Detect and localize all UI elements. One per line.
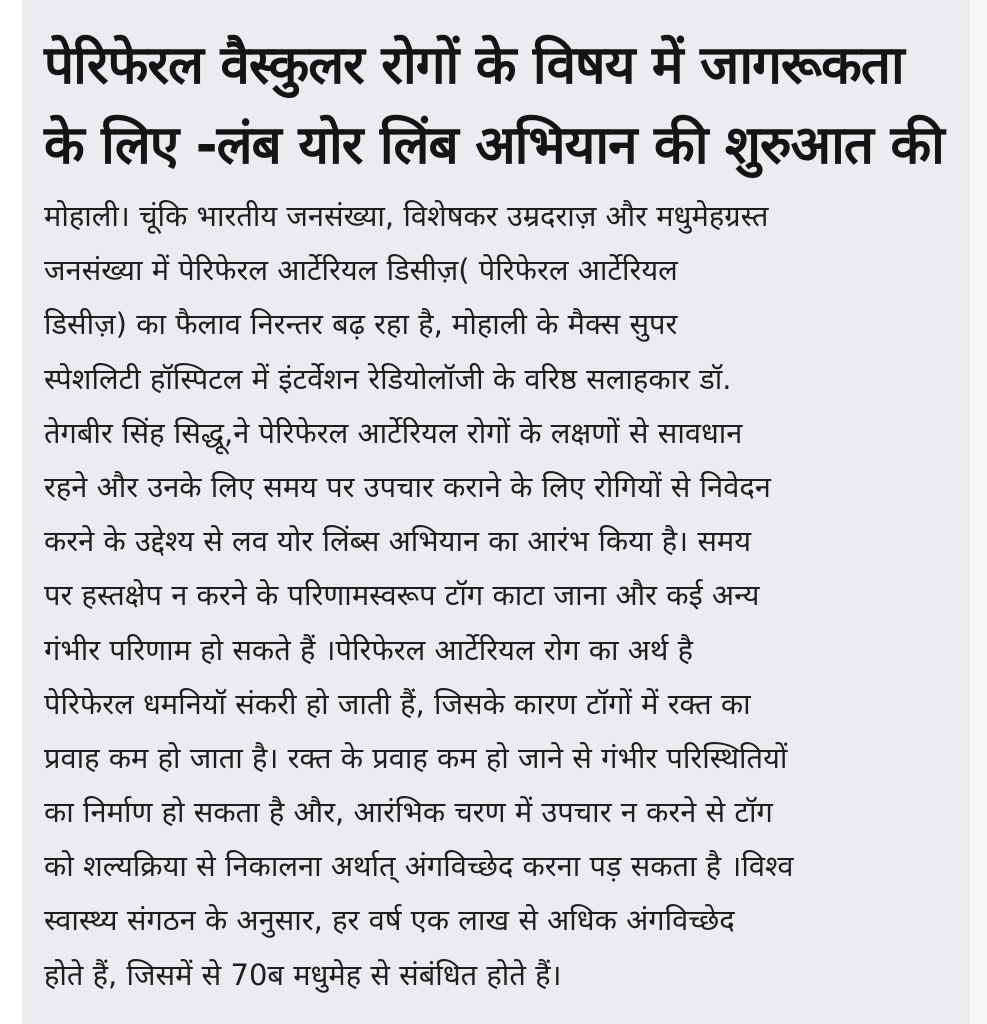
body-line: प्रवाह कम हो जाता है। रक्त के प्रवाह कम हो जाने से गंभीर परिस्थितियों [44,740,788,775]
headline-line-2: के लिए -लंब योर लिंब अभियान की शुरुआत की [44,115,944,176]
body-line: मोहाली। चूंकि भारतीय जनसंख्या, विशेषकर उम्रदराज़ और मधुमेहग्रस्त [44,199,769,233]
page-edge [970,0,987,1024]
article-body [44,189,964,1002]
body-line: पर हस्तक्षेप न करने के परिणामस्वरूप टॉग काटा जाना और कई अन्य [44,578,760,613]
body-line: करने के उद्देश्य से लव योर लिंब्स अभियान का आरंभ किया है। समय [44,524,752,559]
body-line: होते हैं, जिसमें से 70ब मधुमेह से संबंधित होते हैं। [44,957,562,992]
body-line: स्वास्थ्य संगठन के अनुसार, हर वर्ष एक लाख से अधिक अंगविच्छेद [44,903,735,938]
body-line: रहने और उनके लिए समय पर उपचार कराने के लिए रोगियों से निवेदन [44,469,771,504]
body-line: जनसंख्या में पेरिफेरल आर्टेरियल डिसीज़( पेरिफेरल आर्टेरियल [44,253,678,288]
body-line: पेरिफेरल धमनियॉ संकरी हो जाती हैं, जिसके कारण टॉगों में रक्त का [44,686,751,721]
headline-line-1: पेरिफेरल वैस्कुलर रोगों के विषय में जागरूकता [44,35,904,96]
body-line: गंभीर परिणाम हो सकते हैं ।पेरिफेरल आर्टेरियल रोग का अर्थ है [44,632,694,667]
body-line: का निर्माण हो सकता है और, आरंभिक चरण में उपचार न करने से टॉग [44,795,773,830]
body-line: तेगबीर सिंह सिद्धू,ने पेरिफेरल आर्टेरियल रोगों के लक्षणों से सावधान [44,415,743,450]
body-line: को शल्यक्रिया से निकालना अर्थात् अंगविच्छेद करना पड़ सकता है ।विश्व [44,849,794,884]
body-line: डिसीज़) का फैलाव निरन्तर बढ़ रहा है, मोहाली के मैक्स सुपर [44,307,678,342]
body-line: स्पेशलिटी हॉस्पिटल में इंटर्वेशन रेडियोलॉजी के वरिष्ठ सलाहकार डॉ. [44,361,732,396]
